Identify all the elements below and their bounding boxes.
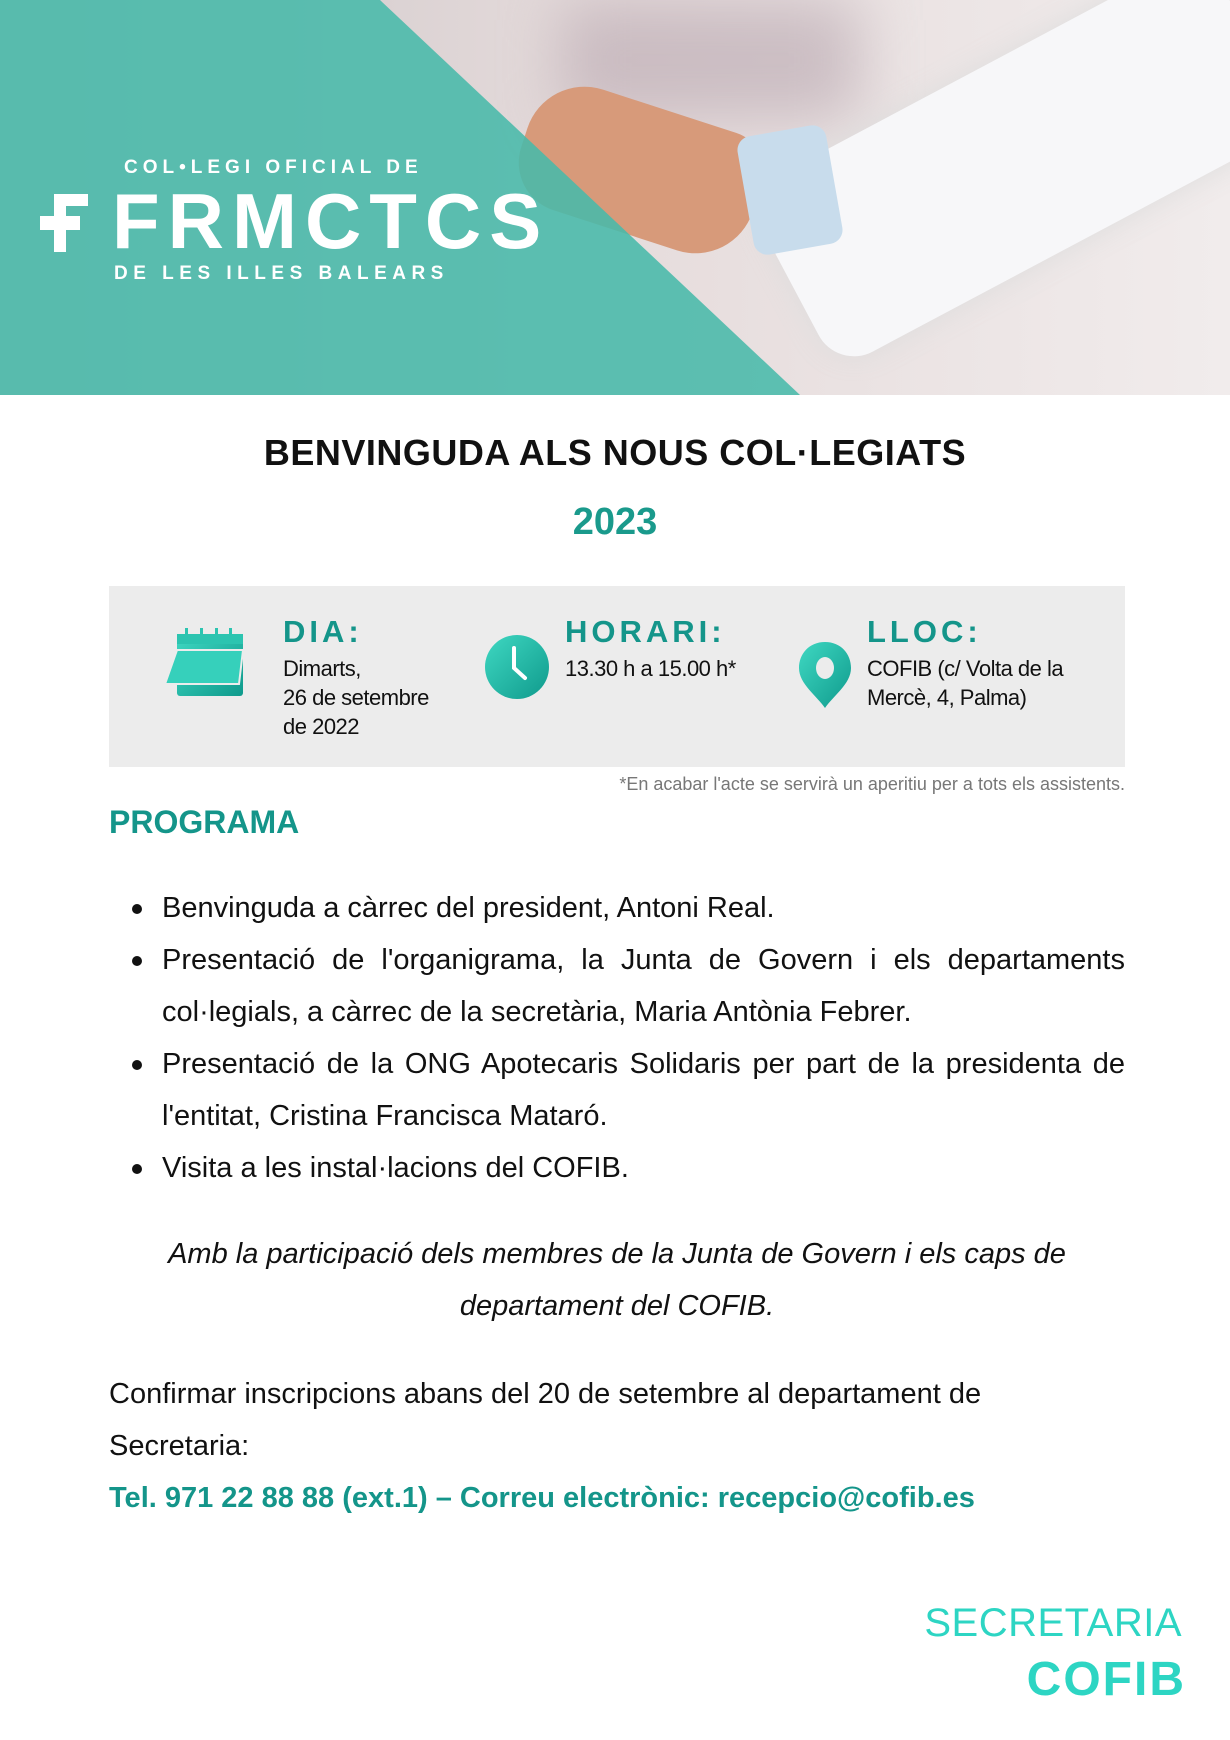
list-item: Visita a les instal·lacions del COFIB.: [162, 1142, 1125, 1194]
page-title: BENVINGUDA ALS NOUS COL·LEGIATS: [263, 432, 967, 473]
place-label: LLOC:: [867, 614, 982, 649]
event-info-box: [109, 586, 1125, 767]
contact-info[interactable]: Tel. 971 22 88 88 (ext.1) – Correu electrònic: recepcio@cofib.es: [109, 1482, 975, 1514]
time-label: HORARI:: [565, 614, 726, 649]
list-item: Presentació de l'organigrama, la Junta de Govern i els departaments col·legials, a càrrec de la secretària, Maria Antònia Febrer.: [162, 934, 1125, 1038]
footer-cofib-logo: COFIB: [1026, 1653, 1186, 1706]
place-line: COFIB (c/ Volta de la: [867, 656, 1064, 681]
clock-icon: [484, 634, 550, 700]
handshake-cuff: [735, 123, 844, 257]
logo-bottom-text: DE LES ILLES BALEARS: [114, 263, 449, 284]
list-item: Benvinguda a càrrec del president, Antoni Real.: [162, 882, 1125, 934]
footnote: *En acabar l'acte se servirà un aperitiu per a tots els assistents.: [619, 774, 1125, 794]
footer-secretaria: SECRETARIA: [924, 1601, 1182, 1645]
program-list: [162, 882, 1125, 1194]
hero-banner: [0, 0, 1230, 395]
cross-logo-icon: [40, 194, 88, 252]
time-column: [565, 614, 736, 683]
year: 2023: [572, 501, 658, 543]
place-column: [867, 614, 1063, 712]
time-value: 13.30 h a 15.00 h*: [565, 656, 736, 681]
day-line: 26 de setembre: [283, 685, 429, 710]
logo-top-text: COL•LEGI OFICIAL DE: [124, 157, 423, 178]
day-label: DIA:: [283, 614, 363, 649]
location-pin-icon: [797, 640, 853, 710]
calendar-icon: [163, 626, 247, 700]
place-line: Mercè, 4, Palma): [867, 685, 1027, 710]
participation-note: Amb la participació dels membres de la Junta de Govern i els caps de departament del COFIB.: [168, 1238, 1066, 1322]
day-line: Dimarts,: [283, 656, 361, 681]
day-line: de 2022: [283, 714, 360, 739]
program-body: [109, 882, 1125, 1524]
day-column: [283, 614, 429, 741]
confirm-text: Confirmar inscripcions abans del 20 de setembre al departament de Secretaria:: [109, 1378, 982, 1462]
logo-main-text: FRMCTCS: [112, 177, 550, 265]
list-item: Presentació de la ONG Apotecaris Solidaris per part de la presidenta de l'entitat, Cristina Francisca Mataró.: [162, 1038, 1125, 1142]
program-heading: PROGRAMA: [109, 804, 300, 840]
